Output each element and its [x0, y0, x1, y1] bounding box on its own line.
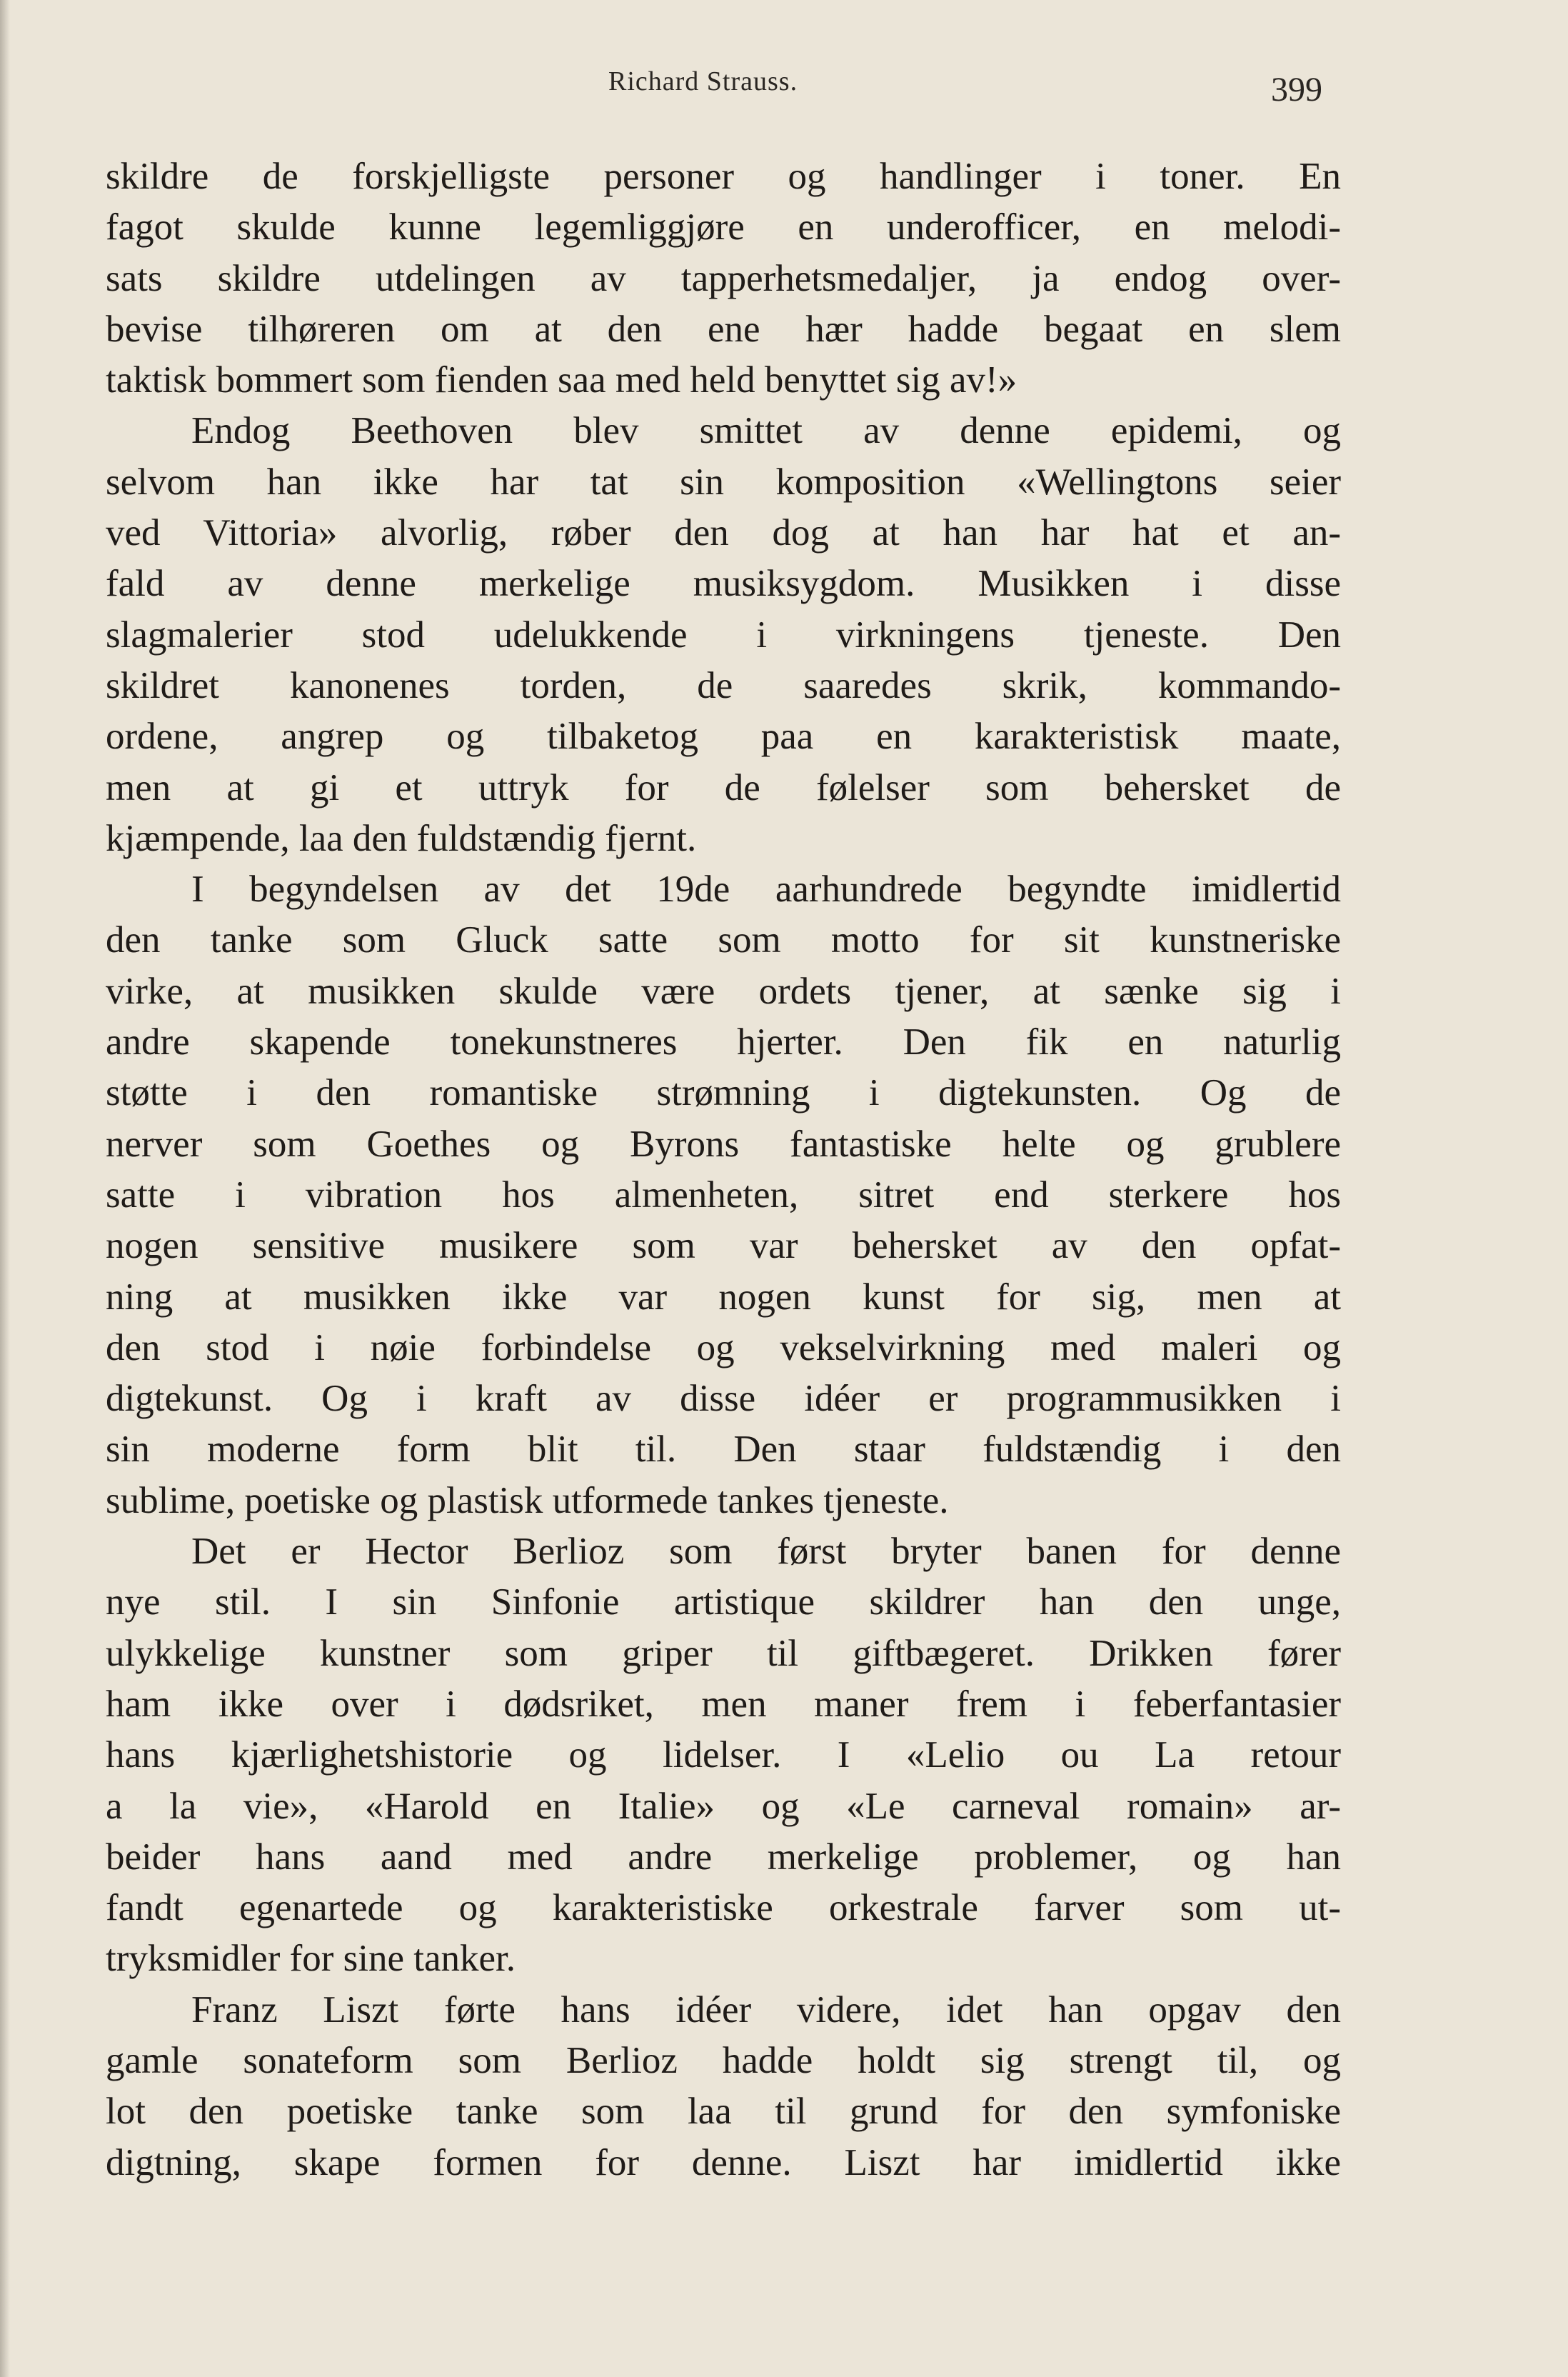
text-line: sats skildre utdelingen av tapperhetsmedaljer, ja endog over-: [106, 257, 1341, 299]
running-head: [0, 66, 1568, 109]
text-line: bevise tilhøreren om at den ene hær hadde begaat en slem: [106, 308, 1341, 350]
text-line: sin moderne form blit til. Den staar fuldstændig i den: [106, 1428, 1341, 1471]
text-line: hans kjærlighetshistorie og lidelser. I «Lelio ou La retour: [106, 1734, 1341, 1776]
text-line: selvom han ikke har tat sin komposition «Wellingtons seier: [106, 461, 1341, 503]
text-line: ham ikke over i dødsriket, men maner frem i feberfantasier: [106, 1683, 1341, 1725]
text-line: nye stil. I sin Sinfonie artistique skildrer han den unge,: [106, 1581, 1341, 1623]
page-number: 399: [1271, 71, 1322, 109]
text-line: Franz Liszt førte hans idéer videre, idet han opgav den: [191, 1988, 1341, 2031]
text-line: satte i vibration hos almenheten, sitret end sterkere hos: [106, 1174, 1341, 1216]
text-line: støtte i den romantiske strømning i digtekunsten. Og de: [106, 1072, 1341, 1114]
text-line: fald av denne merkelige musiksygdom. Musikken i disse: [106, 563, 1341, 605]
text-line: taktisk bommert som fienden saa med held benyttet sig av!»: [106, 359, 1017, 401]
text-line: nerver som Goethes og Byrons fantastiske helte og grublere: [106, 1123, 1341, 1165]
text-line: nogen sensitive musikere som var behersket av den opfat-: [106, 1225, 1341, 1267]
text-line: Det er Hector Berlioz som først bryter banen for denne: [191, 1531, 1341, 1573]
spine-shadow: [0, 0, 10, 2377]
text-line: kjæmpende, laa den fuldstændig fjernt.: [106, 817, 697, 859]
running-head-title: Richard Strauss.: [608, 66, 798, 96]
text-line: gamle sonateform som Berlioz hadde holdt sig strengt til, og: [106, 2039, 1341, 2081]
text-line: ning at musikken ikke var nogen kunst for sig, men at: [106, 1276, 1341, 1318]
text-line: tryksmidler for sine tanker.: [106, 1938, 516, 1980]
text-line: ordene, angrep og tilbaketog paa en karakteristisk maate,: [106, 716, 1341, 758]
text-line: digtning, skape formen for denne. Liszt har imidlertid ikke: [106, 2141, 1341, 2183]
text-line: sublime, poetiske og plastisk utformede tankes tjeneste.: [106, 1479, 949, 1521]
text-line: den tanke som Gluck satte som motto for sit kunstneriske: [106, 919, 1341, 961]
text-line: slagmalerier stod udelukkende i virkningens tjeneste. Den: [106, 614, 1341, 656]
text-line: skildret kanonenes torden, de saaredes skrik, kommando-: [106, 664, 1341, 706]
text-line: digtekunst. Og i kraft av disse idéer er programmusikken i: [106, 1378, 1341, 1420]
text-line: men at gi et uttryk for de følelser som behersket de: [106, 766, 1341, 809]
text-line: lot den poetiske tanke som laa til grund for den symfoniske: [106, 2091, 1341, 2133]
text-line: ulykkelige kunstner som griper til giftbægeret. Drikken fører: [106, 1632, 1341, 1674]
text-line: fandt egenartede og karakteristiske orkestrale farver som ut-: [106, 1887, 1341, 1929]
text-line: beider hans aand med andre merkelige problemer, og han: [106, 1836, 1341, 1878]
text-line: ved Vittoria» alvorlig, røber den dog at han har hat et an-: [106, 512, 1341, 554]
text-line: a la vie», «Harold en Italie» og «Le carneval romain» ar-: [106, 1785, 1341, 1827]
text-line: Endog Beethoven blev smittet av denne epidemi, og: [191, 410, 1341, 452]
body-text: [106, 151, 1341, 2188]
text-line: skildre de forskjelligste personer og handlinger i toner. En: [106, 156, 1341, 197]
text-line: den stod i nøie forbindelse og vekselvirkning med maleri og: [106, 1326, 1341, 1368]
text-line: I begyndelsen av det 19de aarhundrede begyndte imidlertid: [191, 869, 1341, 911]
text-line: andre skapende tonekunstneres hjerter. Den fik en naturlig: [106, 1021, 1341, 1064]
text-line: fagot skulde kunne legemliggjøre en underofficer, en melodi-: [106, 206, 1341, 249]
text-line: virke, at musikken skulde være ordets tjener, at sænke sig i: [106, 970, 1341, 1012]
